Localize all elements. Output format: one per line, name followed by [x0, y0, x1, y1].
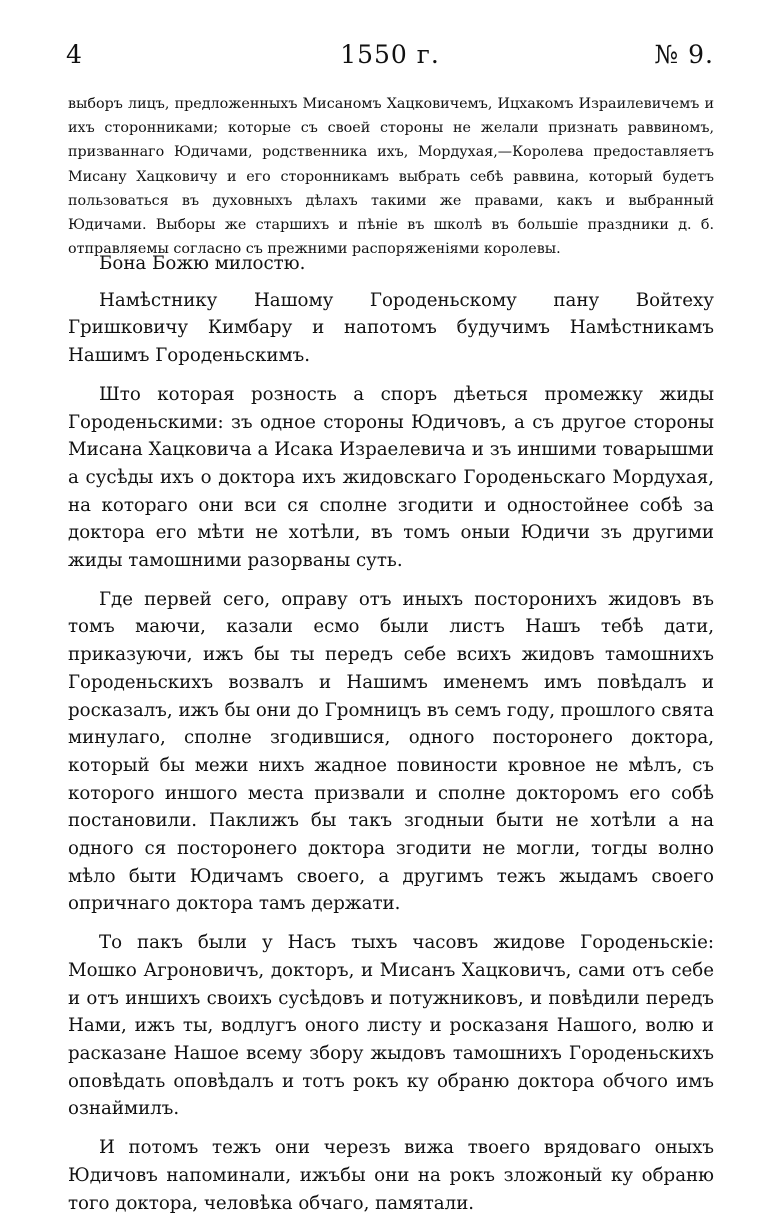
page-number: 4 — [66, 40, 82, 69]
paragraph: И потомъ тежъ они черезъ вижа твоего врядоваго оныхъ Юдичовъ напоминали, ижъбы они на рокъ зложоный ку обраню того доктора, человѣка обчаго, памятали. — [68, 1137, 714, 1214]
document-number: № 9. — [654, 40, 714, 69]
paragraph-address: Намѣстнику Нашому Городеньскому пану Войтеху Гришковичу Кимбару и напотомъ будучимъ Намѣстникамъ Нашимъ Городеньскимъ. — [68, 289, 714, 367]
paragraph: Што которая розность а споръ дѣеться промежку жиды Городеньскими: зъ одное стороны Юдичовъ, а съ другое стороны Мисана Хацковича а Исака Израелевича и зъ иншими товарышми а сусѣды ихъ о доктора ихъ жидовскаго Городеньскаго Мордухая, на котораго они вси ся сполне згодити и одностойнее собѣ за доктора его мѣти не хотѣли, въ томъ оныи Юдичи зъ другими жиды тамошними разорваны суть. — [68, 383, 714, 572]
paragraph: То пакъ были у Насъ тыхъ часовъ жидове Городеньскіе: Мошко Агроновичъ, докторъ, и Мисанъ Хацковичъ, сами отъ себе и отъ иншихъ своихъ сусѣдовъ и потужниковъ, и повѣдили передъ Нами, ижъ ты, водлугъ оного листу и росказаня Нашого, волю и расказане Нашое всему збору жыдовъ тамошнихъ Городеньскихъ оповѣдать оповѣдалъ и тотъ рокъ ку обраню доктора обчого имъ ознаймилъ. — [68, 932, 714, 1120]
paragraph: Где первей сего, оправу отъ иныхъ посторонихъ жидовъ въ томъ маючи, казали есмо были листъ Нашъ тебѣ дати, приказуючи, ижъ бы ты передъ себе всихъ жидовъ тамошнихъ Городеньскихъ возвалъ и Нашимъ именемъ имъ повѣдалъ и росказалъ, ижъ бы они до Громницъ въ семъ году, прошлого свята минулаго, сполне згодившися, одного посторонего доктора, который бы межи нихъ жадное повиности кровное не мѣлъ, съ которого иншого места призвали и сполне докторомъ его собѣ постановили. Паклижъ бы такъ згодныи быти не хотѣли а на одного ся посторонего доктора згодити не могли, тогды волно мѣло быти Юдичамъ своего, а другимъ тежъ жыдамъ своего опричнаго доктора тамъ держати. — [68, 588, 715, 915]
salutation: Бона Божю милостю. — [99, 253, 306, 274]
page-header — [66, 40, 714, 80]
document-summary: выборъ лицъ, предложенныхъ Мисаномъ Хацковичемъ, Ицхакомъ Израилевичемъ и ихъ сторонниками; которые съ своей стороны не желали признать раввиномъ, призваннаго Юдичами, родственника ихъ, Мордухая,—Королева предоставляетъ Мисану Хацковичу и его сторонникамъ выбрать себѣ раввина, который будетъ пользоваться въ духовныхъ дѣлахъ такими же правами, какъ и выбранный Юдичами. Выборы же старшихъ и пѣніе въ школѣ въ большіе праздники д. б. отправляемы согласно съ прежними распоряженіями королевы. — [68, 96, 714, 258]
document-year: 1550 г. — [340, 40, 440, 69]
document-body — [68, 250, 714, 1228]
